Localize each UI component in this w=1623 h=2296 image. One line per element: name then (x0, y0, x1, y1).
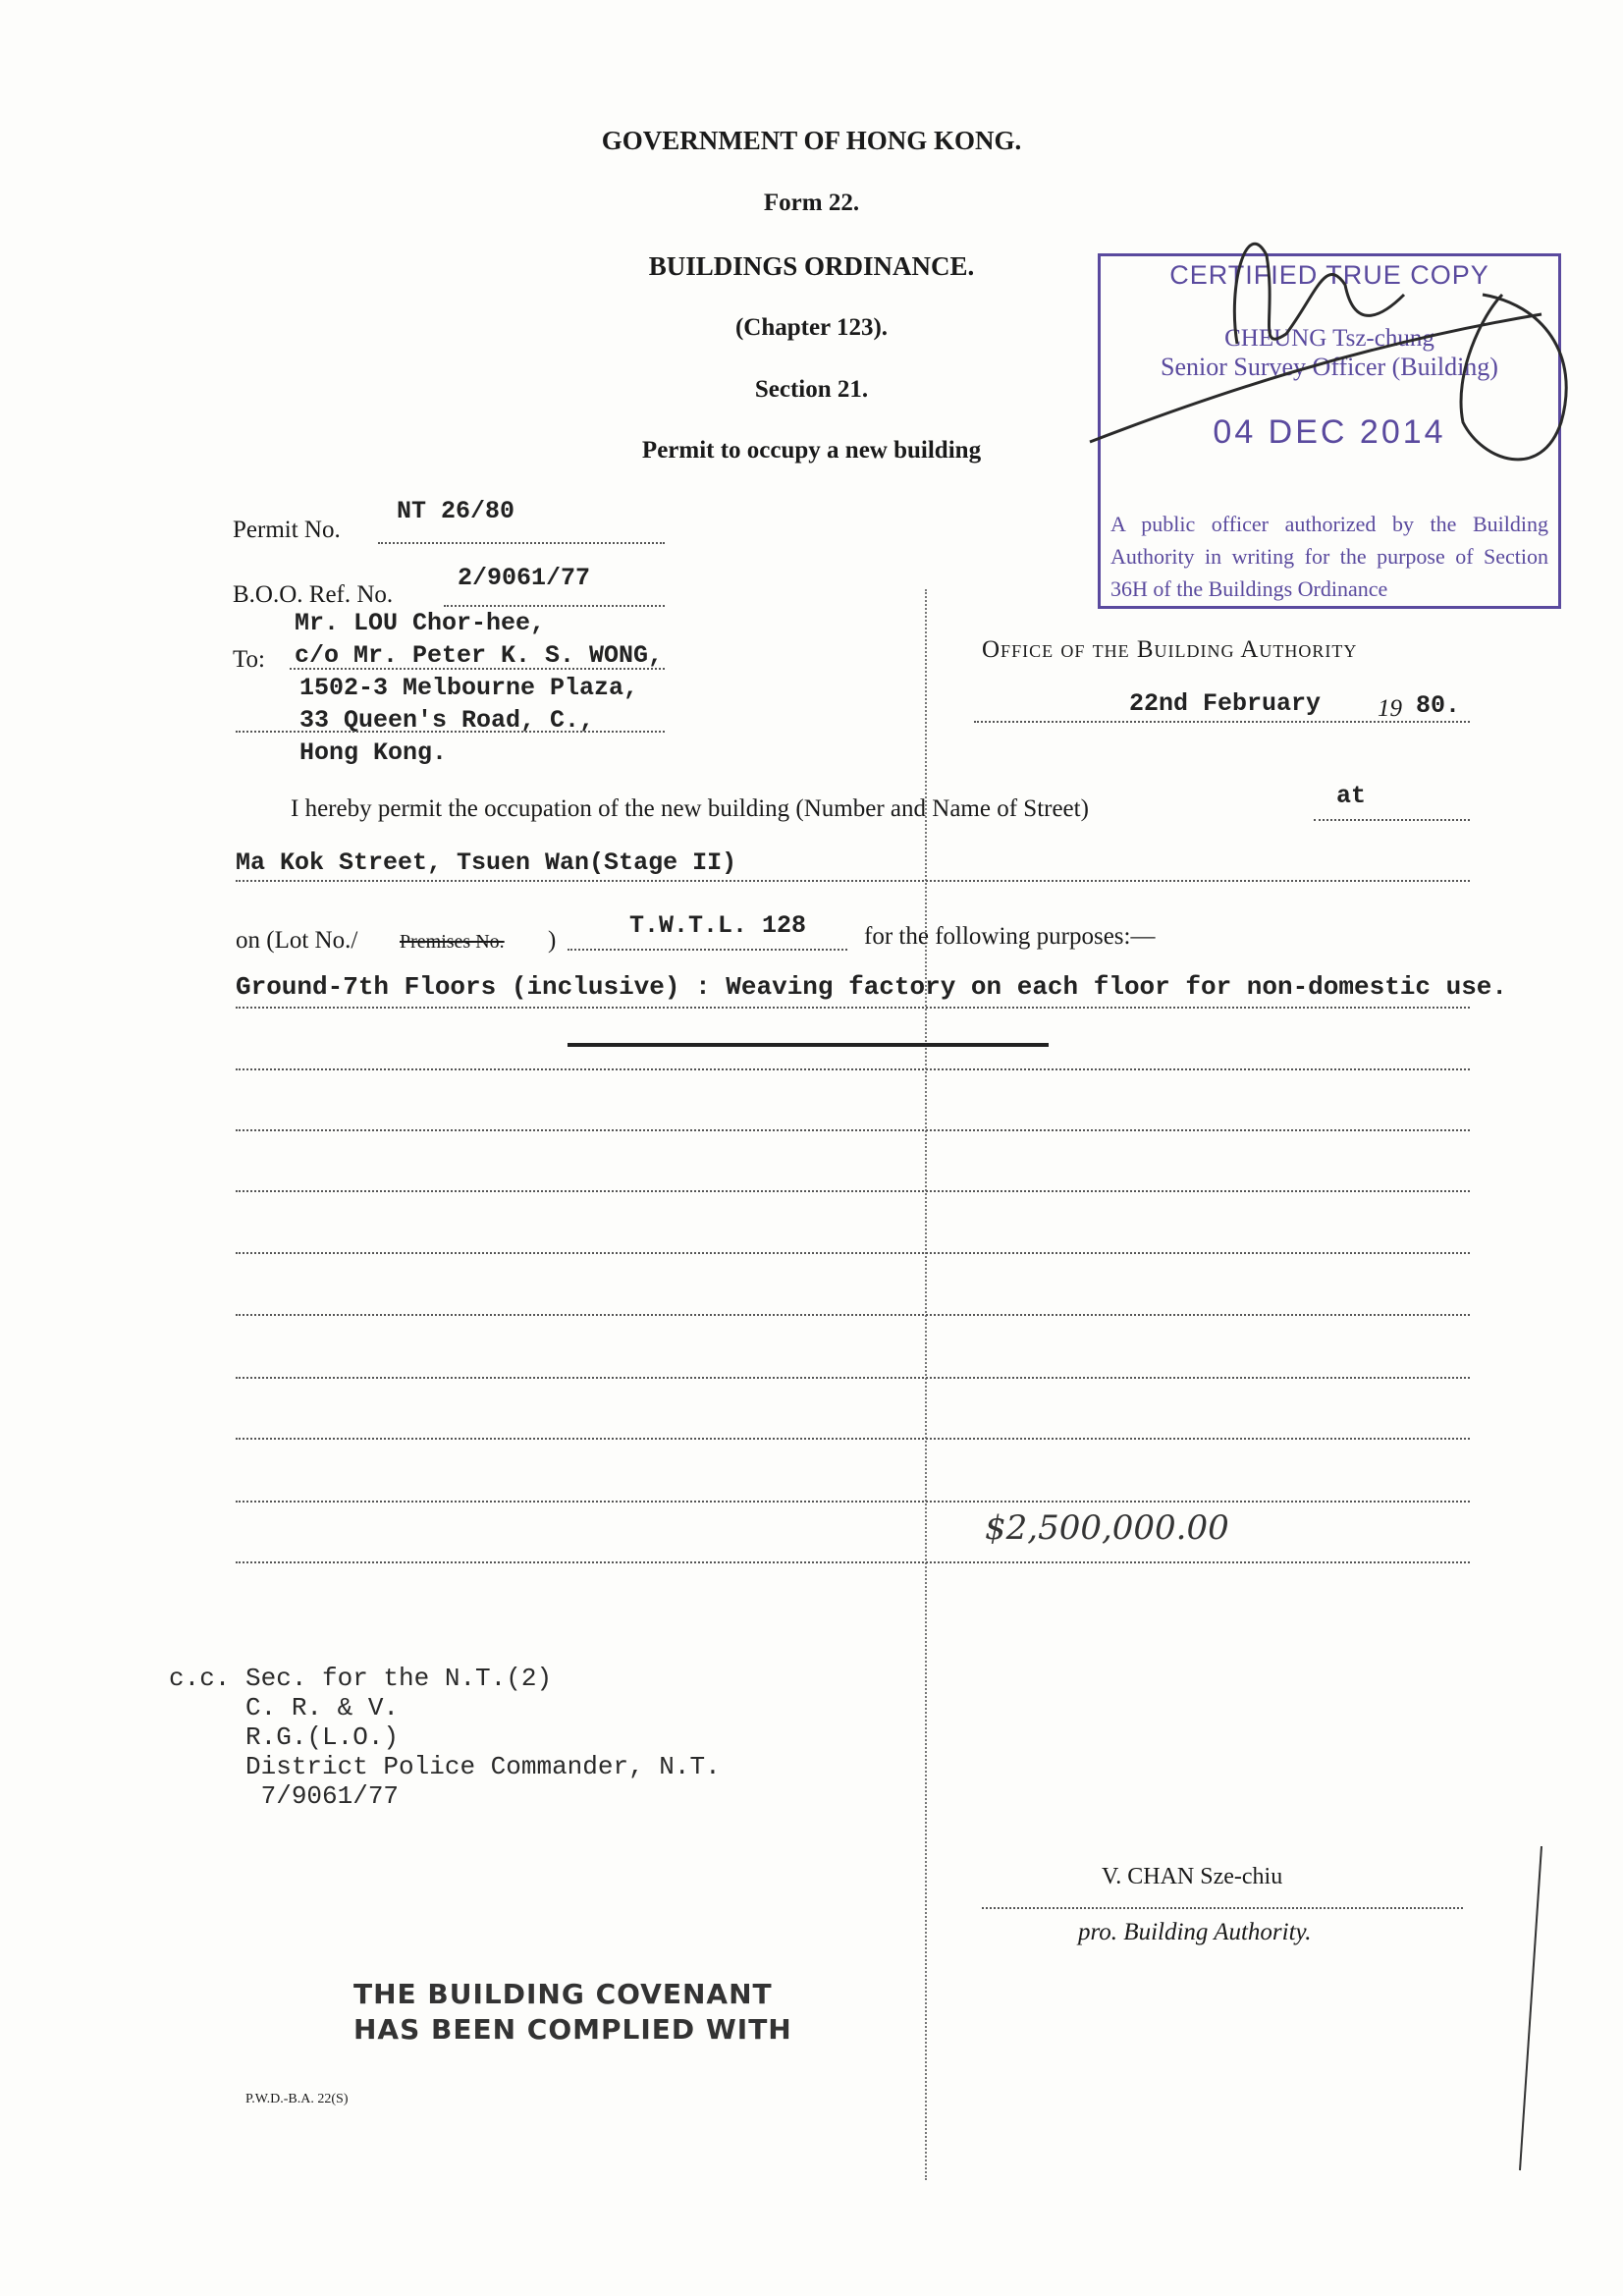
signature-line (982, 1907, 1463, 1909)
margin-scan-line (1512, 1846, 1551, 2180)
office-label: Office of the Building Authority (982, 636, 1358, 663)
street-number-line (1314, 819, 1470, 821)
lot-prefix: on (Lot No./ (236, 927, 358, 954)
lot-struck-text: Premises No. (400, 931, 505, 953)
stamp-officer-name: CHEUNG Tsz-chung (1224, 325, 1434, 352)
form-title: Permit to occupy a new building (641, 437, 982, 464)
covenant-stamp-line1: THE BUILDING COVENANT (353, 1978, 773, 2010)
stamp-title: CERTIFIED TRUE COPY (1169, 260, 1489, 290)
lot-line (568, 949, 847, 951)
boo-ref-value: 2/9061/77 (458, 564, 591, 592)
address-line-2 (236, 731, 665, 733)
permit-no-label: Permit No. (233, 517, 341, 543)
address-line-city: Hong Kong. (299, 738, 448, 767)
at-typed: at (1336, 782, 1367, 810)
street-line (236, 880, 1470, 882)
to-label: To: (233, 646, 265, 673)
ordinance-heading: BUILDINGS ORDINANCE. (648, 251, 975, 281)
cc-line-crv: C. R. & V. (169, 1693, 400, 1722)
purpose-end-rule (568, 1043, 1049, 1047)
blank-line (236, 1561, 1470, 1563)
address-line-1 (290, 668, 665, 670)
blank-line (236, 1068, 1470, 1070)
form-code: P.W.D.-B.A. 22(S) (245, 2092, 349, 2106)
permit-no-line (378, 542, 665, 544)
boo-ref-label: B.O.O. Ref. No. (233, 581, 394, 608)
blank-line (236, 1377, 1470, 1379)
covenant-stamp-line2: HAS BEEN COMPLIED WITH (353, 2013, 792, 2046)
blank-line (236, 1252, 1470, 1254)
stamp-officer-position: Senior Survey Officer (Building) (1161, 353, 1498, 381)
purpose-line (236, 1007, 1470, 1009)
blank-line (236, 1438, 1470, 1440)
handwritten-value: $2,500,000.00 (985, 1508, 1229, 1548)
government-heading: GOVERNMENT OF HONG KONG. (601, 126, 1022, 155)
permit-no-value: NT 26/80 (397, 497, 515, 525)
permit-statement: I hereby permit the occupation of the new building (Number and Name of Street) (291, 795, 1089, 822)
street-typed: Ma Kok Street, Tsuen Wan(Stage II) (236, 848, 737, 877)
cc-line-ntsec: c.c. Sec. for the N.T.(2) (169, 1664, 553, 1693)
chapter-heading: (Chapter 123). (734, 314, 889, 341)
lot-typed: T.W.T.L. 128 (629, 911, 807, 940)
address-line-care-of: c/o Mr. Peter K. S. WONG, (295, 641, 664, 670)
address-line-building: 1502-3 Melbourne Plaza, (299, 674, 639, 702)
signature-scribble (1070, 196, 1620, 491)
address-line-road: 33 Queen's Road, C., (299, 706, 595, 735)
signatory-role: pro. Building Authority. (1078, 1919, 1312, 1945)
cc-line-rglo: R.G.(L.O.) (169, 1722, 400, 1752)
purposes-label: for the following purposes:— (864, 923, 1156, 950)
lot-paren: ) (548, 927, 557, 954)
form-number: Form 22. (763, 190, 860, 216)
blank-line (236, 1314, 1470, 1316)
cc-line-ref: 7/9061/77 (169, 1781, 400, 1811)
fold-line (925, 589, 927, 2180)
cc-line-police: District Police Commander, N.T. (169, 1752, 721, 1781)
year-prefix: 19 (1378, 695, 1402, 722)
signatory-name: V. CHAN Sze-chiu (1102, 1864, 1283, 1889)
section-heading: Section 21. (754, 376, 869, 403)
date-typed: 22nd February (1129, 689, 1322, 718)
blank-line (236, 1129, 1470, 1131)
purpose-typed: Ground-7th Floors (inclusive) : Weaving factory on each floor for non-domestic use. (236, 972, 1508, 1002)
boo-ref-line (444, 605, 665, 607)
stamp-date: 04 DEC 2014 (1213, 413, 1446, 451)
year-typed: 80. (1416, 691, 1461, 720)
blank-line (236, 1501, 1470, 1503)
stamp-authorization-note: A public officer authorized by the Building Authority in writing for the purpose of Section 36H of the Buildings Ordinance (1110, 512, 1548, 601)
blank-line (236, 1190, 1470, 1192)
addressee-name: Mr. LOU Chor-hee, (295, 609, 546, 637)
